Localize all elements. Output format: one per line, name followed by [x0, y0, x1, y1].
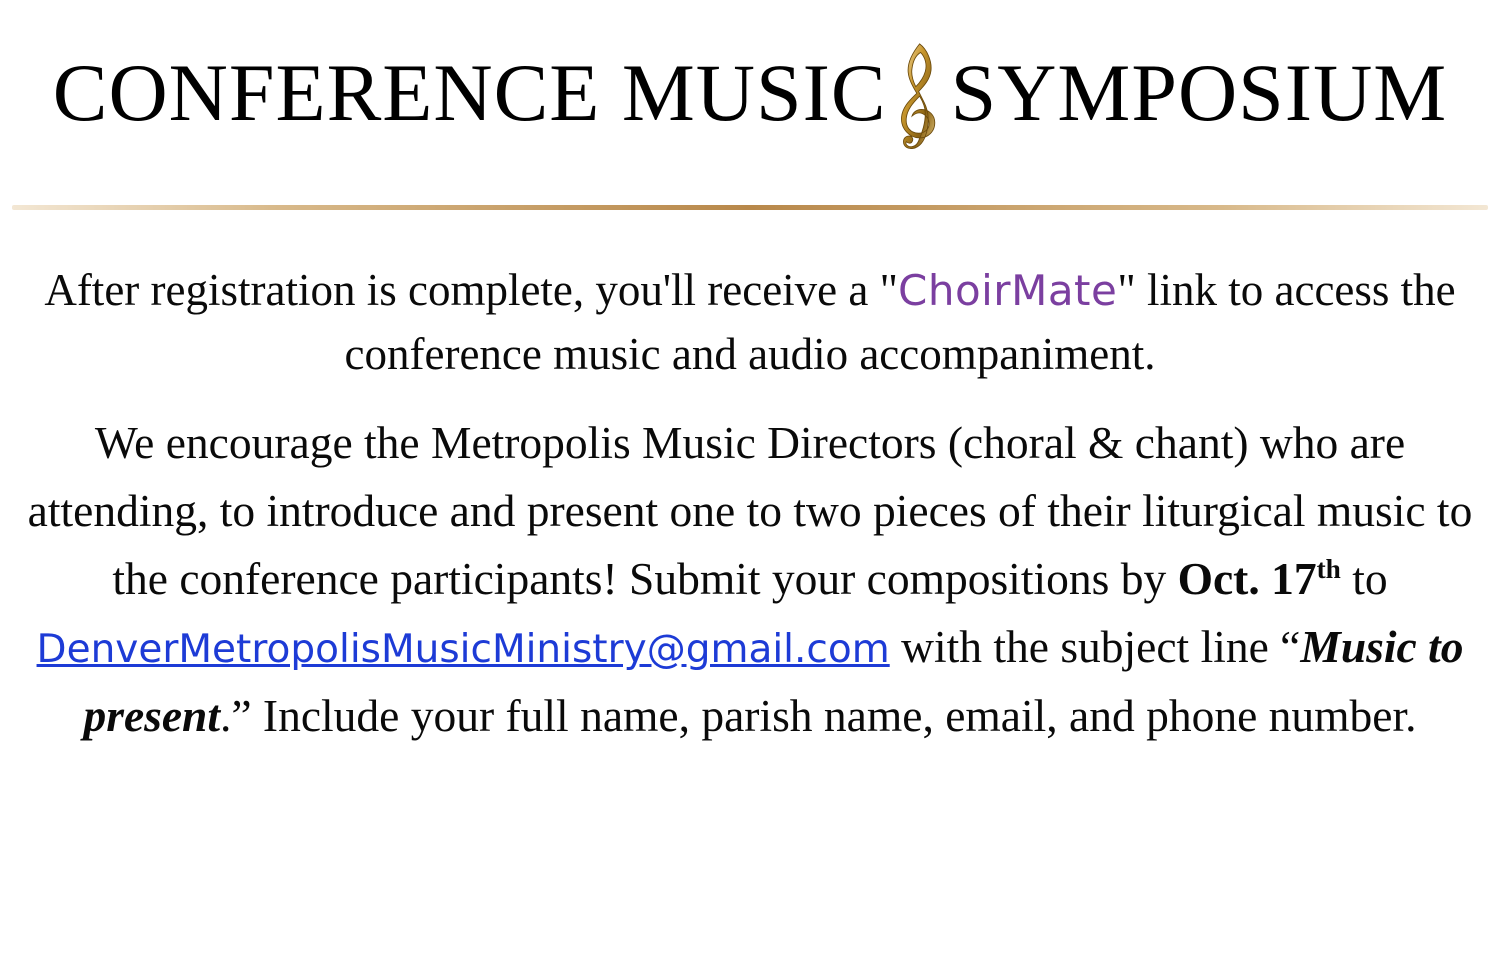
- title-line: [53, 46, 1447, 156]
- gold-divider: [12, 205, 1488, 210]
- deadline-ordinal-suffix: th: [1316, 554, 1341, 585]
- paragraph2-segment-3: with the subject line “: [889, 621, 1301, 673]
- paragraph-submission: [20, 409, 1480, 750]
- body-content: [20, 258, 1480, 750]
- paragraph2-segment-4: .” Include your full name, parish name, email, and phone number.: [219, 689, 1417, 741]
- paragraph2-segment-1: We encourage the Metropolis Music Directors (choral & chant) who are attending, to introduce and present one to two pieces of their liturgical music to the conference participants! Submit your compositions by: [27, 416, 1473, 605]
- page-title: [0, 46, 1500, 156]
- choirmate-brand: ChoirMate: [898, 266, 1118, 315]
- submission-deadline: Oct. 17: [1177, 553, 1317, 605]
- paragraph-registration: [20, 258, 1480, 387]
- treble-clef-icon: [891, 40, 947, 150]
- paragraph1-text-before: After registration is complete, you'll receive a ": [44, 265, 898, 315]
- title-part-1: CONFERENCE MUSIC: [52, 46, 887, 138]
- paragraph1-text-after: " link to access the conference music and audio accompaniment.: [344, 265, 1456, 380]
- title-part-2: SYMPOSIUM: [950, 46, 1448, 138]
- paragraph2-segment-2: to: [1340, 553, 1388, 605]
- submission-email-link[interactable]: DenverMetropolisMusicMinistry@gmail.com: [36, 627, 890, 673]
- email-subject-line: Music to present: [83, 621, 1464, 741]
